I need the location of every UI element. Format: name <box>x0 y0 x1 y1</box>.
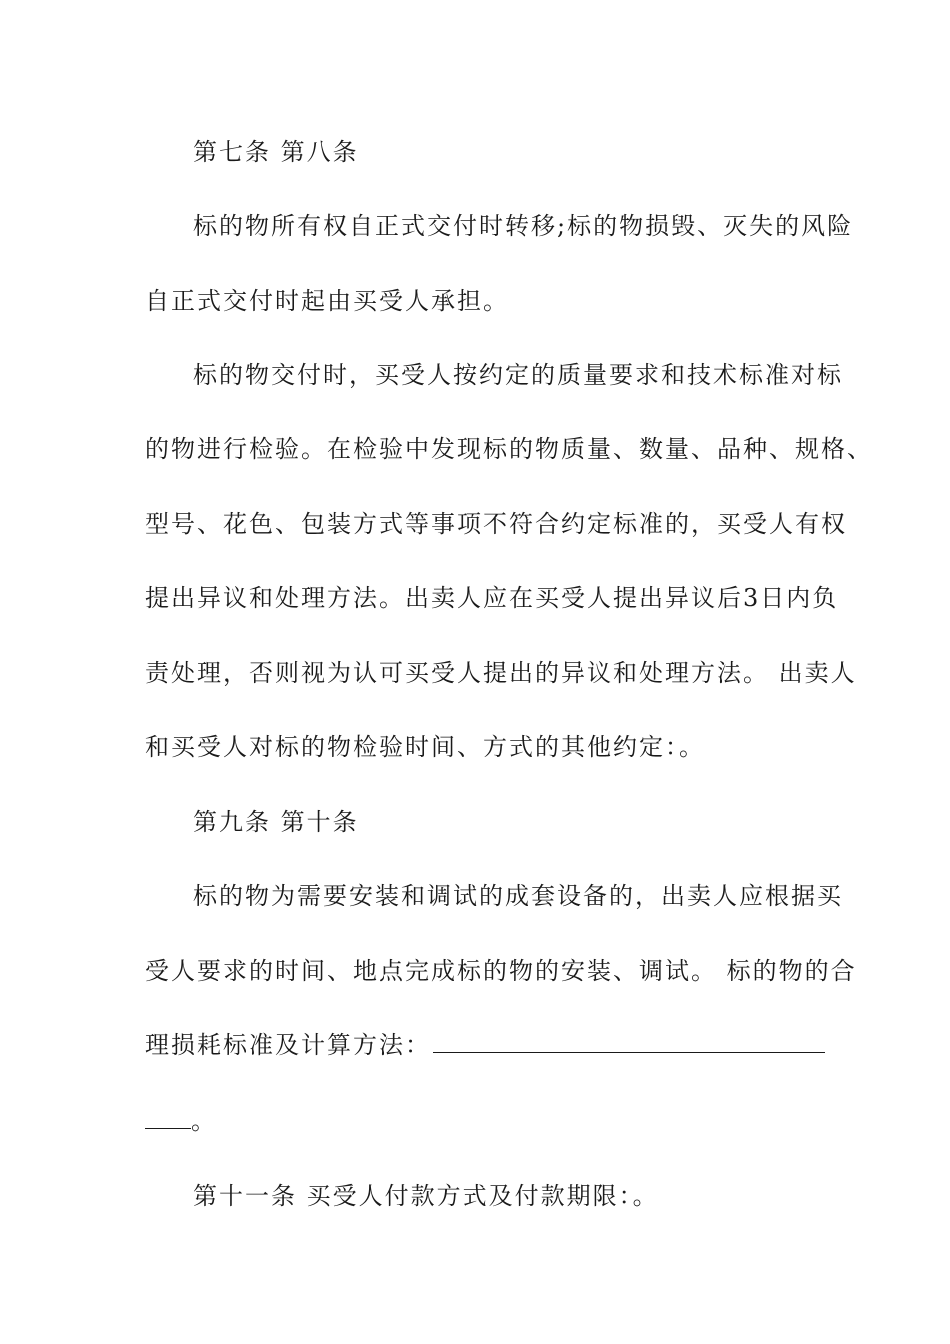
paragraph-line: 责处理，否则视为认可买受人提出的异议和处理方法。 出卖人 <box>145 659 857 687</box>
article-heading-11: 第十一条 买受人付款方式及付款期限：。 <box>193 1182 659 1210</box>
fill-in-blank[interactable] <box>433 1032 825 1053</box>
paragraph-line-with-blank <box>145 1106 217 1136</box>
paragraph-line: 提出异议和处理方法。出卖人应在买受人提出异议后3日内负 <box>145 584 839 612</box>
paragraph-line: 的物进行检验。在检验中发现标的物质量、数量、品种、规格、 <box>145 435 873 463</box>
paragraph-line: 型号、花色、包装方式等事项不符合约定标准的，买受人有权 <box>145 510 847 538</box>
paragraph-line: 受人要求的时间、地点完成标的物的安装、调试。 标的物的合 <box>145 957 857 985</box>
paragraph-line-with-blank <box>145 1030 825 1060</box>
article-heading-7-8: 第七条 第八条 <box>193 138 359 166</box>
fill-in-blank-continued[interactable] <box>145 1108 191 1129</box>
paragraph-line: 和买受人对标的物检验时间、方式的其他约定：。 <box>145 733 705 761</box>
paragraph-line: 自正式交付时起由买受人承担。 <box>145 287 509 315</box>
paragraph-line: 标的物交付时，买受人按约定的质量要求和技术标准对标 <box>193 361 843 389</box>
closing-period: 。 <box>191 1107 217 1135</box>
paragraph-line: 标的物所有权自正式交付时转移;标的物损毁、灭失的风险 <box>193 212 854 240</box>
article-heading-9-10: 第九条 第十条 <box>193 808 359 836</box>
loss-standard-label: 理损耗标准及计算方法： <box>145 1031 431 1059</box>
paragraph-line: 标的物为需要安装和调试的成套设备的，出卖人应根据买 <box>193 882 843 910</box>
